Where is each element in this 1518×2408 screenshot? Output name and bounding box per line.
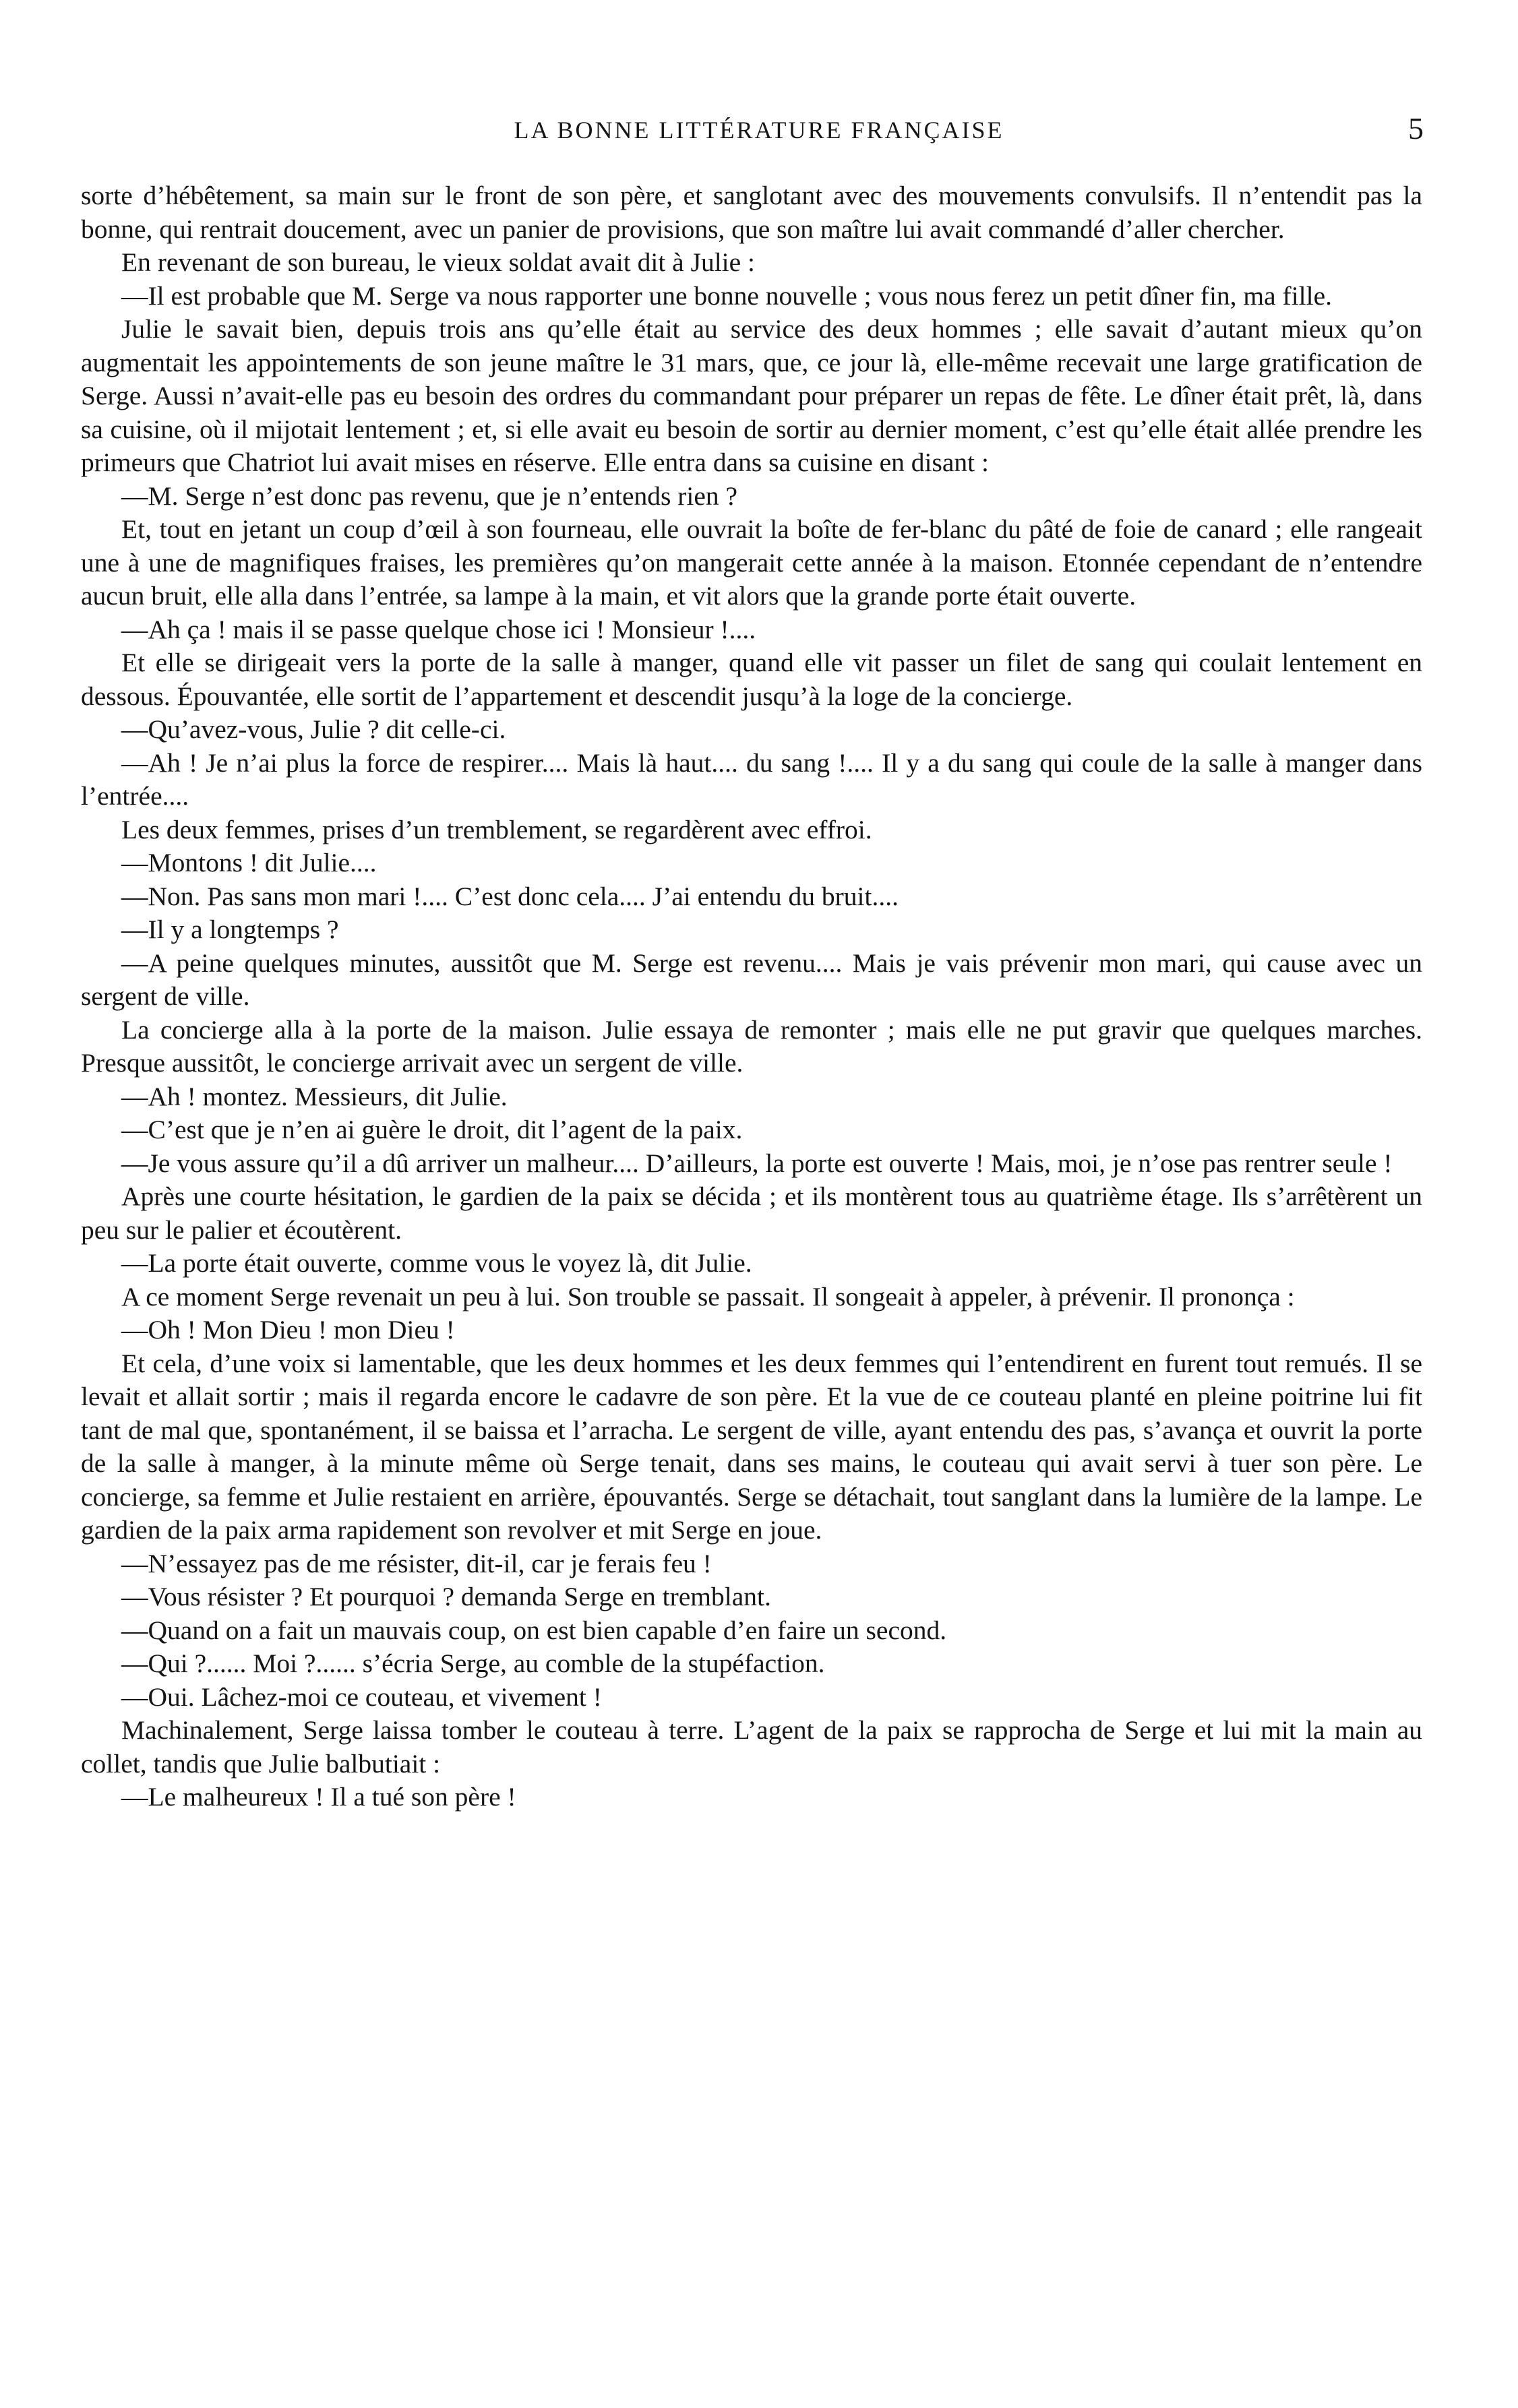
paragraph: —N’essayez pas de me résister, dit-il, car je ferais feu ! (121, 1548, 712, 1578)
paragraph: —Ah ! montez. Messieurs, dit Julie. (121, 1081, 508, 1111)
paragraph: —Qui ?...... Moi ?...... s’écria Serge, au comble de la stupéfaction. (121, 1648, 825, 1678)
paragraph: En revenant de son bureau, le vieux soldat avait dit à Julie : (121, 247, 756, 277)
paragraph: —Ah ça ! mais il se passe quelque chose ici ! Monsieur !.... (121, 614, 756, 644)
paragraph: —Il y a longtemps ? (121, 915, 339, 944)
paragraph: —Ah ! Je n’ai plus la force de respirer.... Mais là haut.... du sang !.... Il y a du sang qui coule de la salle à manger dans l’entrée.... (81, 747, 1422, 811)
paragraph: sorte d’hébêtement, sa main sur le front de son père, et sanglotant avec des mouvements convulsifs. Il n’entendit pas la bonne, qui rentrait doucement, avec un panier de provisions, que son maître lui avait commandé d’aller chercher. (81, 181, 1422, 244)
paragraph: —Le malheureux ! Il a tué son père ! (121, 1782, 516, 1812)
paragraph: —M. Serge n’est donc pas revenu, que je n’entends rien ? (121, 481, 738, 511)
body-text (81, 179, 1422, 1814)
paragraph: Julie le savait bien, depuis trois ans qu’elle était au service des deux hommes ; elle savait d’autant mieux qu’on augmentait les appointements de son jeune maître le 31 mars, que, ce jour là, elle-même recevait une large gratification de Serge. Aussi n’avait-elle pas eu besoin des ordres du commandant pour préparer un repas de fête. Le dîner était prêt, là, dans sa cuisine, où il mijotait lentement ; et, si elle avait eu besoin de sortir au dernier moment, c’est qu’elle était allée prendre les primeurs que Chatriot lui avait mises en réserve. Elle entra dans sa cuisine en disant : (81, 314, 1422, 477)
paragraph: Et cela, d’une voix si lamentable, que les deux hommes et les deux femmes qui l’entendirent en furent tout remués. Il se levait et allait sortir ; mais il regarda encore le cadavre de son père. Et la vue de ce couteau planté en pleine poitrine lui fit tant de mal que, spontanément, il se baissa et l’arracha. Le sergent de ville, ayant entendu des pas, s’avança et ouvrit la porte de la salle à manger, à la minute même où Serge tenait, dans ses mains, le couteau qui avait servi à tuer son père. Le concierge, sa femme et Julie restaient en arrière, épouvantés. Serge se détachait, tout sanglant dans la lumière de la lampe. Le gardien de la paix arma rapidement son revolver et mit Serge en joue. (81, 1348, 1422, 1545)
page-header (0, 108, 1518, 162)
paragraph: Les deux femmes, prises d’un tremblement, se regardèrent avec effroi. (121, 814, 872, 844)
paragraph: —A peine quelques minutes, aussitôt que M. Serge est revenu.... Mais je vais prévenir mon mari, qui cause avec un sergent de ville. (81, 948, 1422, 1011)
paragraph: —Non. Pas sans mon mari !.... C’est donc cela.... J’ai entendu du bruit.... (121, 881, 899, 911)
paragraph: A ce moment Serge revenait un peu à lui. Son trouble se passait. Il songeait à appeler, à prévenir. Il prononça : (121, 1281, 1295, 1311)
paragraph: —La porte était ouverte, comme vous le voyez là, dit Julie. (121, 1248, 752, 1278)
paragraph: Et elle se dirigeait vers la porte de la salle à manger, quand elle vit passer un filet de sang qui coulait lentement en dessous. Épouvantée, elle sortit de l’appartement et descendit jusqu’à la loge de la concierge. (81, 648, 1422, 711)
paragraph: —Qu’avez-vous, Julie ? dit celle-ci. (121, 714, 506, 744)
paragraph: Et, tout en jetant un coup d’œil à son fourneau, elle ouvrait la boîte de fer-blanc du pâté de foie de canard ; elle rangeait une à une de magnifiques fraises, les premières qu’on mangerait cette année à la maison. Etonnée cependant de n’entendre aucun bruit, elle alla dans l’entrée, sa lampe à la main, et vit alors que la grande porte était ouverte. (81, 514, 1422, 611)
paragraph: —C’est que je n’en ai guère le droit, dit l’agent de la paix. (121, 1115, 743, 1144)
paragraph: —Vous résister ? Et pourquoi ? demanda Serge en tremblant. (121, 1582, 771, 1611)
paragraph: —Oh ! Mon Dieu ! mon Dieu ! (121, 1315, 455, 1345)
running-title: LA BONNE LITTÉRATURE FRANÇAISE (514, 117, 1004, 144)
paragraph: La concierge alla à la porte de la maison. Julie essaya de remonter ; mais elle ne put gravir que quelques marches. Presque aussitôt, le concierge arrivait avec un sergent de ville. (81, 1014, 1422, 1078)
paragraph: —Oui. Lâchez-moi ce couteau, et vivement ! (121, 1681, 602, 1712)
paragraph: —Je vous assure qu’il a dû arriver un malheur.... D’ailleurs, la porte est ouverte ! Mais, moi, je n’ose pas rentrer seule ! (121, 1148, 1393, 1178)
paragraph: —Montons ! dit Julie.... (121, 848, 377, 877)
paragraph: Machinalement, Serge laissa tomber le couteau à terre. L’agent de la paix se rapprocha de Serge et lui mit la main au collet, tandis que Julie balbutiait : (81, 1715, 1422, 1779)
page-number: 5 (1408, 111, 1424, 146)
paragraph: —Quand on a fait un mauvais coup, on est bien capable d’en faire un second. (121, 1615, 947, 1645)
paragraph: Après une courte hésitation, le gardien de la paix se décida ; et ils montèrent tous au quatrième étage. Ils s’arrêtèrent un peu sur le palier et écoutèrent. (81, 1181, 1422, 1245)
paragraph: —Il est probable que M. Serge va nous rapporter une bonne nouvelle ; vous nous ferez un petit dîner fin, ma fille. (121, 280, 1333, 311)
